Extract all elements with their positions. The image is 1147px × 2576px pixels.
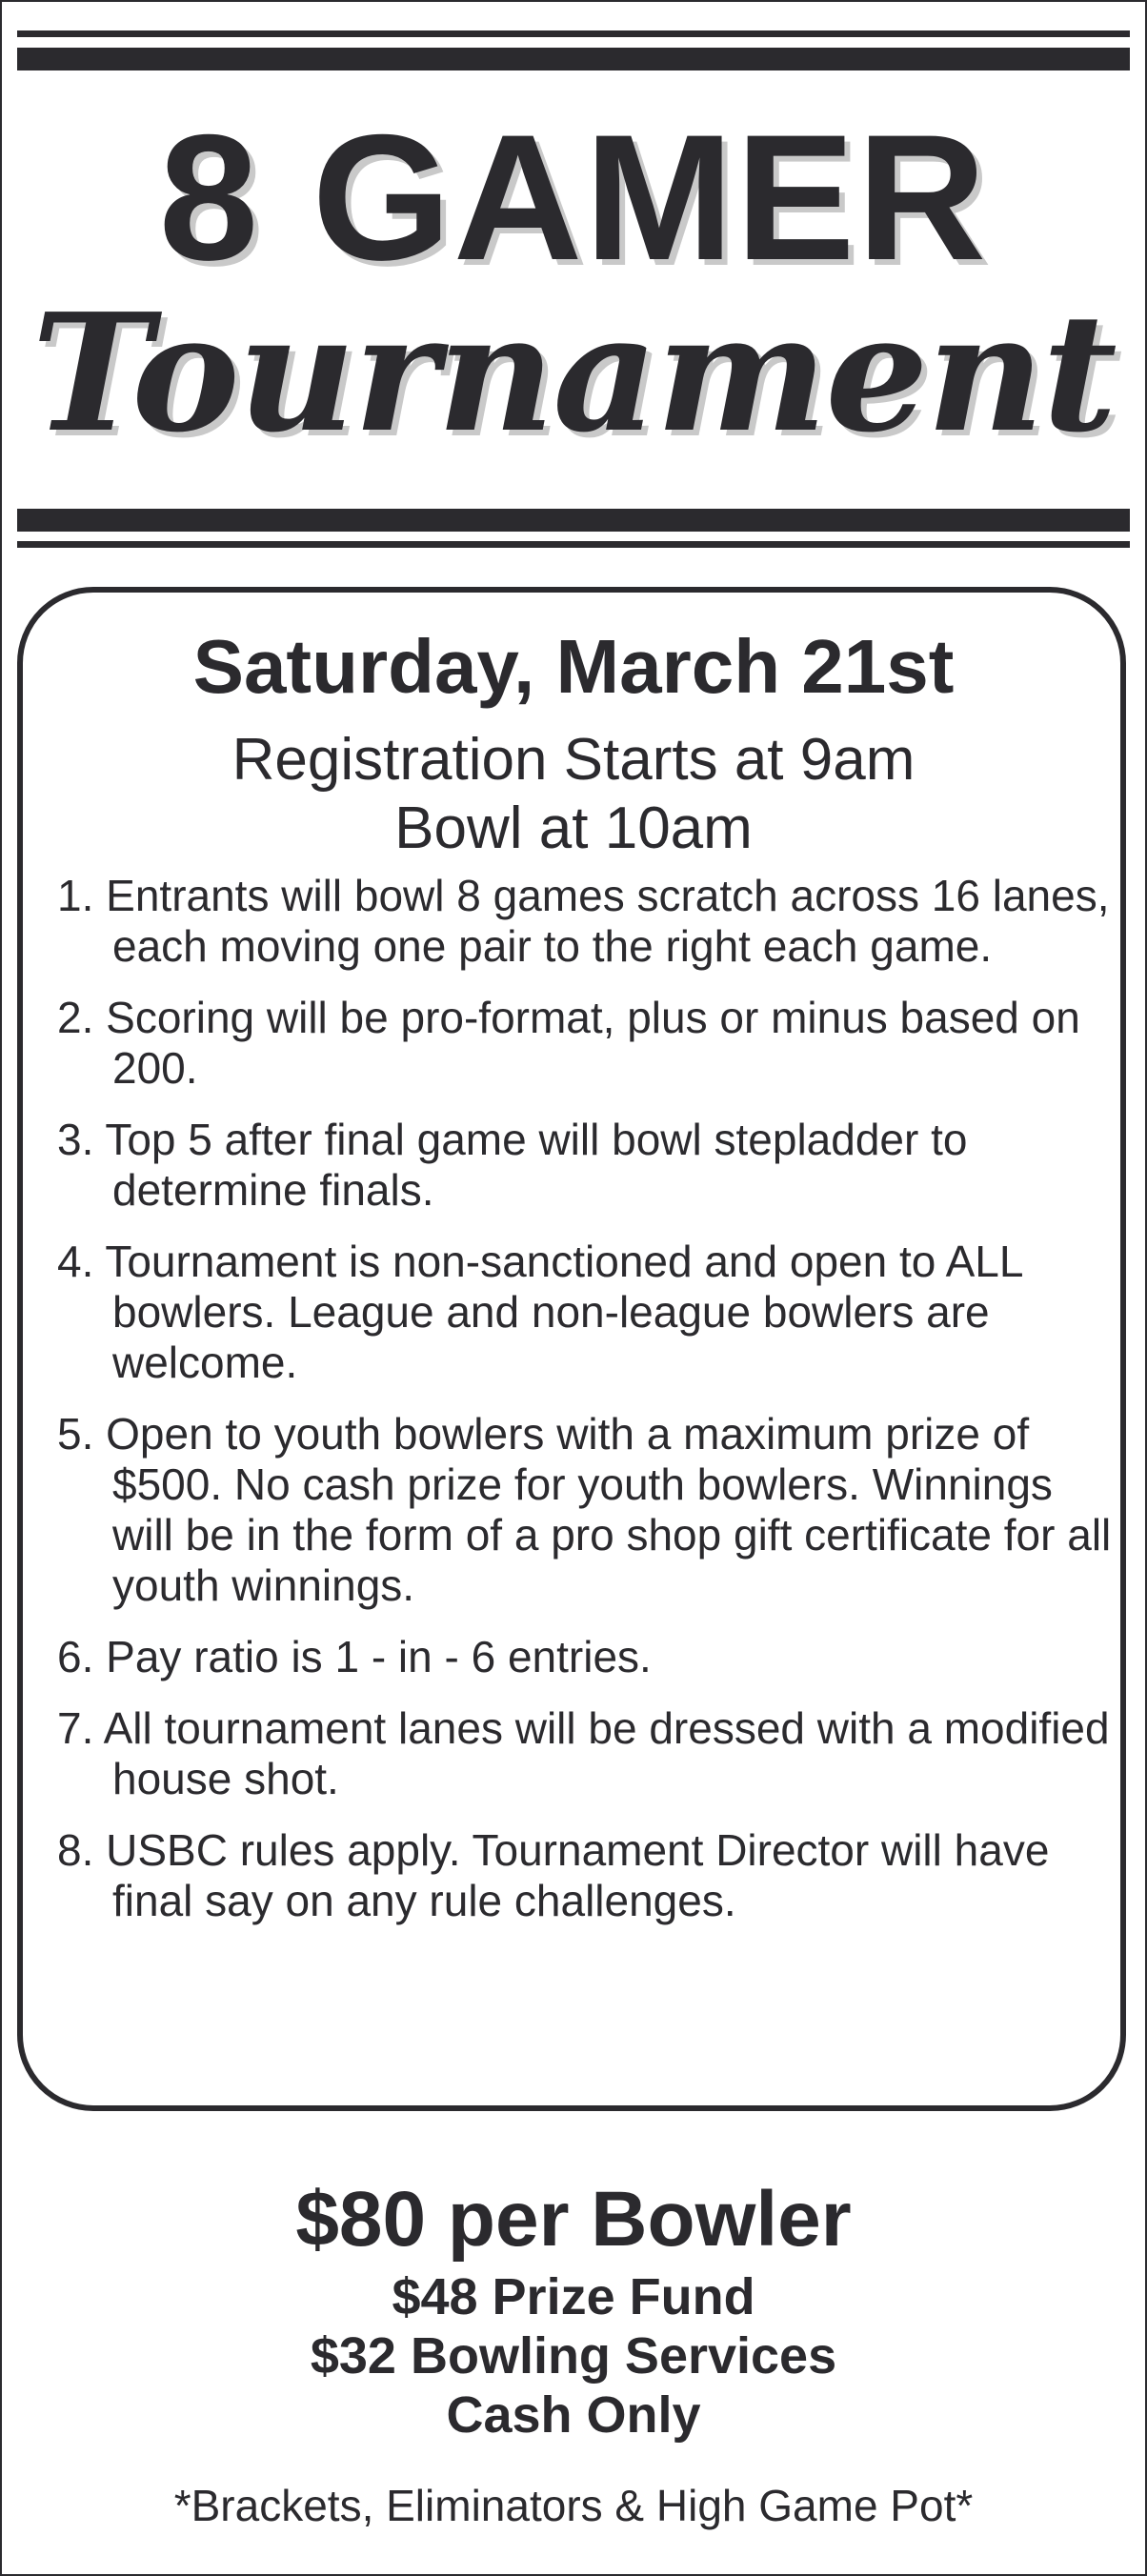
rule-item: 7. All tournament lanes will be dressed with a modified house shot. [57, 1703, 1110, 1803]
rules-list [57, 871, 1115, 1947]
rule-item: 4. Tournament is non-sanctioned and open to ALL bowlers. League and non-league bowlers are welcome. [57, 1237, 1022, 1387]
mid-rule-thick [17, 509, 1130, 532]
bowl-time: Bowl at 10am [394, 795, 753, 861]
side-events-note: *Brackets, Eliminators & High Game Pot* [173, 2481, 974, 2530]
rule-item: 3. Top 5 after final game will bowl stepladder to determine finals. [57, 1115, 968, 1215]
title-8-gamer: 8 GAMER [158, 97, 989, 297]
rule-item: 6. Pay ratio is 1 - in - 6 entries. [57, 1632, 652, 1681]
entry-fee: $80 per Bowler [295, 2176, 852, 2263]
registration-time: Registration Starts at 9am [231, 727, 916, 793]
title-tournament: Tournament [31, 278, 1116, 469]
event-date: Saturday, March 21st [192, 624, 955, 709]
prize-fund: $48 Prize Fund [392, 2268, 755, 2325]
rule-item: 1. Entrants will bowl 8 games scratch across 16 lanes, each moving one pair to the right each game. [57, 871, 1110, 971]
rule-item: 2. Scoring will be pro-format, plus or minus based on 200. [57, 993, 1080, 1093]
top-rule-thick [17, 48, 1130, 70]
fee-breakdown [2, 2267, 1145, 2445]
bowling-services: $32 Bowling Services [310, 2327, 837, 2385]
event-times [2, 726, 1145, 863]
rule-item: 5. Open to youth bowlers with a maximum prize of $500. No cash prize for youth bowlers. Winnings will be in the form of a pro shop gift certificate for all youth winnings. [57, 1409, 1112, 1610]
mid-rule-thin [17, 541, 1130, 548]
payment-method: Cash Only [446, 2386, 701, 2444]
top-rule-thin [17, 30, 1130, 37]
rule-item: 8. USBC rules apply. Tournament Director will have final say on any rule challenges. [57, 1825, 1050, 1925]
